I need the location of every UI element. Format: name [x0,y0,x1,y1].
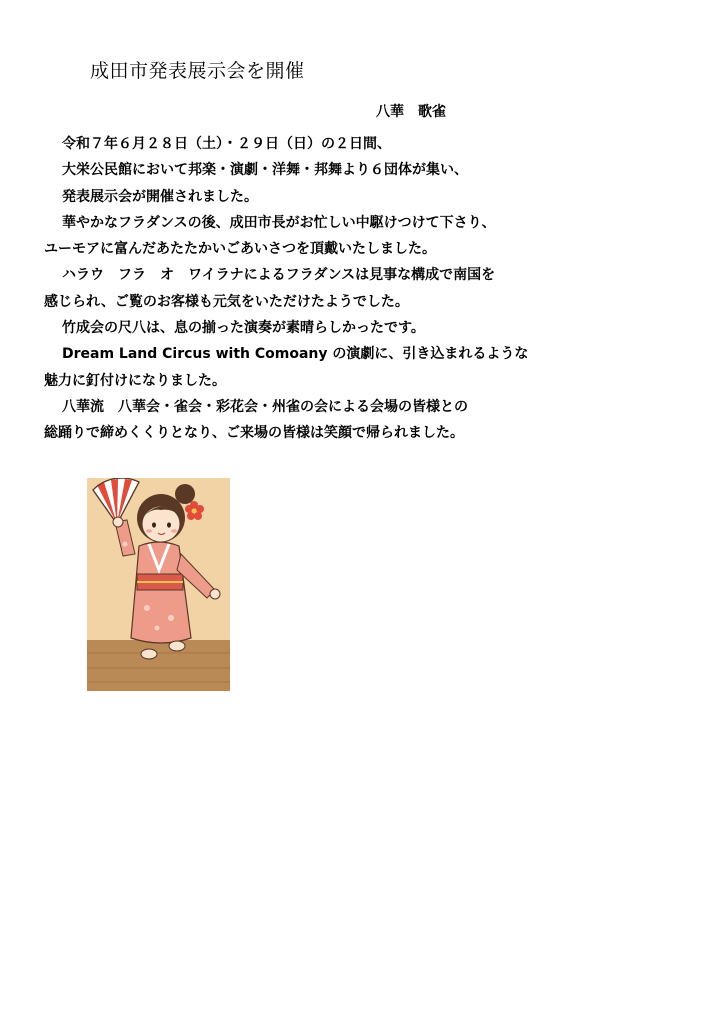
body-line: ユーモアに富んだあたたかいごあいさつを頂戴いたしました。 [44,241,436,258]
body-line: 令和７年６月２８日（土）・２９日（日）の２日間、 [62,136,391,152]
body-line: 発表展示会が開催されました。 [62,188,258,205]
body-line: 大栄公民館において邦楽・演劇・洋舞・邦舞より６団体が集い、 [62,162,468,179]
author-name: 八華 歌雀 [376,104,446,120]
body-line: 総踊りで締めくくりとなり、ご来場の皆様は笑顔で帰られました。 [44,425,464,442]
body-line: 竹成会の尺八は、息の揃った演奏が素晴らしかったです。 [62,320,425,337]
body-line: 感じられ、ご覧のお客様も元気をいただけたようでした。 [44,293,409,310]
body-line: 華やかなフラダンスの後、成田市長がお忙しい中駆けつけて下さり、 [62,214,496,231]
hair-bun [175,484,195,504]
body-line: 魅力に釘付けになりました。 [44,372,226,389]
document-title: 成田市発表展示会を開催 [90,60,305,82]
body-line: Dream Land Circus with Comoany の演劇に、引き込まれるような [62,346,529,363]
body-line: 八華流 八華会・雀会・彩花会・州雀の会による会場の皆様との [62,398,468,415]
body-line: ハラウ フラ オ ワイラナによるフラダンスは見事な構成で南国を [62,267,496,284]
stage-floor [87,640,230,691]
document-body [44,131,644,447]
kimono-dancer-illustration [87,478,230,691]
